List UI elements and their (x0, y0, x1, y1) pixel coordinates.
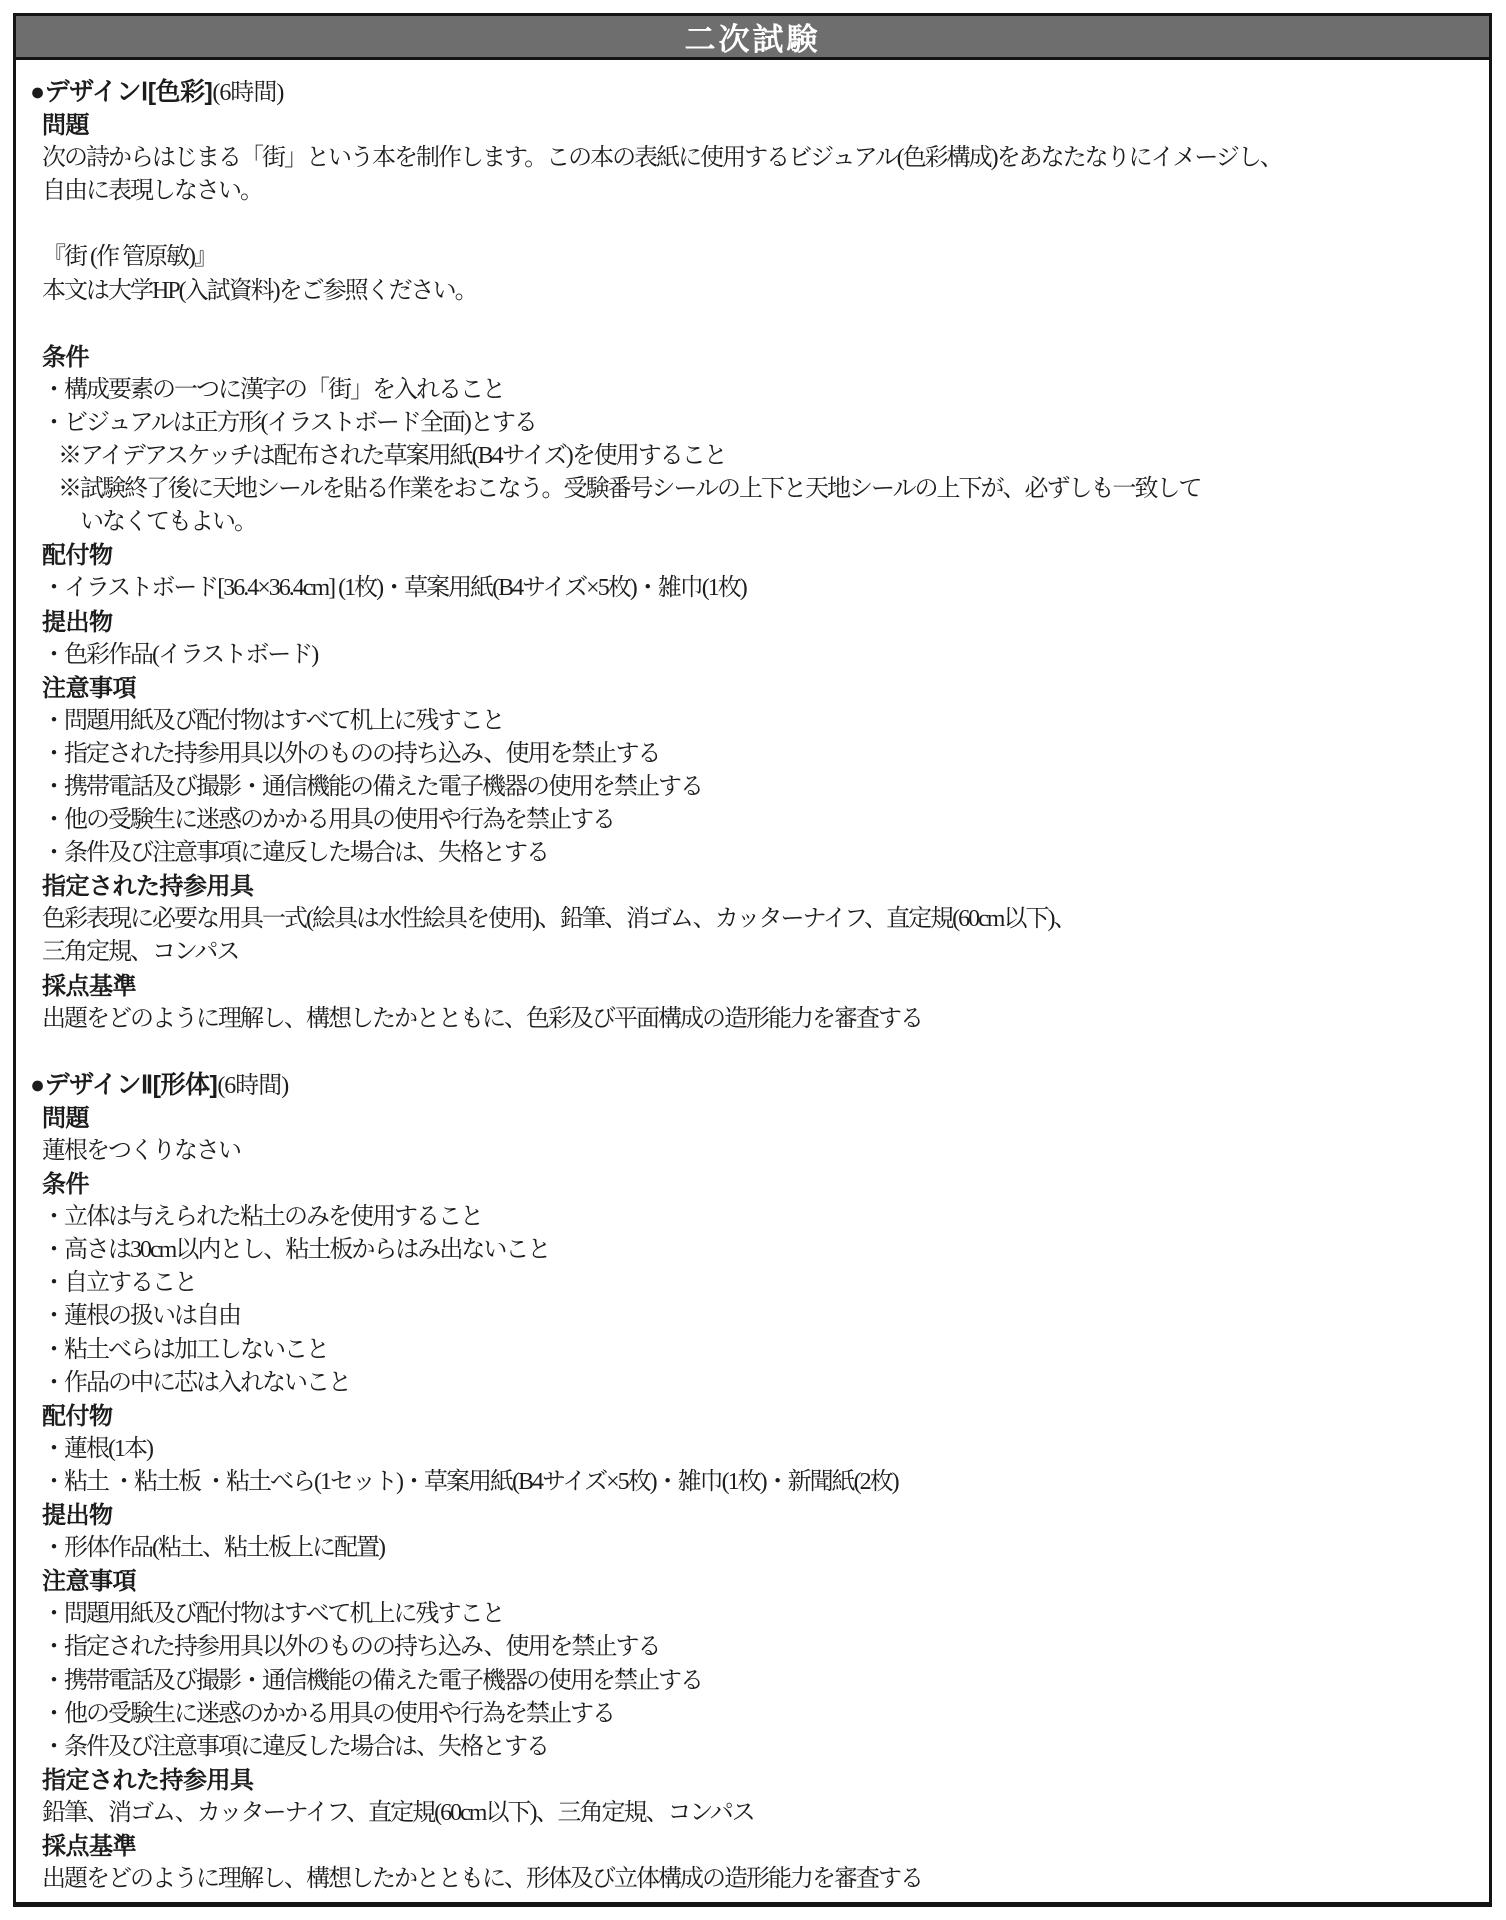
text-line: ・粘土べらは加工しないこと (42, 1336, 328, 1363)
text-line: 次の詩からはじまる「街」という本を制作します。この本の表紙に使用するビジュアル(色彩構成)をあなたなりにイメージし、 (42, 145, 1282, 172)
text-line: 三角定規、コンパス (42, 939, 239, 966)
text-line: ・粘土 ・粘土板 ・粘土べら(1セット)・草案用紙(B4サイズ×5枚)・雑巾(1枚)・新聞紙(2枚) (42, 1468, 898, 1495)
sub-heading: 条件 (42, 343, 89, 371)
text-line: ・イラストボード[36.4×36.4cm] (1枚)・草案用紙(B4サイズ×5枚)・雑巾(1枚) (42, 575, 746, 602)
note-line: ※試験終了後に天地シールを貼る作業をおこなう。受験番号シールの上下と天地シールの上下が、必ずしも一致して (58, 476, 1201, 503)
text-line: 『街 (作 管原敏)』 (42, 244, 216, 271)
section-heading (30, 76, 1479, 109)
text-line: 出題をどのように理解し、構想したかとともに、形体及び立体構成の造形能力を審査する (42, 1866, 922, 1893)
note-line: ※アイデアスケッチは配布された草案用紙(B4サイズ)を使用すること (58, 443, 726, 470)
section-heading (30, 1069, 1479, 1102)
text-line: ・問題用紙及び配付物はすべて机上に残すこと (42, 707, 504, 734)
sub-heading: 提出物 (42, 1502, 113, 1530)
text-line: ・携帯電話及び撮影・通信機能の備えた電子機器の使用を禁止する (42, 1667, 702, 1694)
document-header (16, 16, 1489, 60)
text-line: ・ビジュアルは正方形(イラストボード全面)とする (42, 409, 536, 436)
text-line: ・条件及び注意事項に違反した場合は、失格とする (42, 1733, 548, 1760)
text-line: ・指定された持参用具以外のものの持ち込み、使用を禁止する (42, 740, 660, 767)
text-line: 色彩表現に必要な用具一式(絵具は水性絵具を使用)、鉛筆、消ゴム、カッターナイフ、直定規(60cm以下)、 (42, 906, 1076, 933)
section-heading-duration: (6時間) (217, 1072, 289, 1099)
text-line: ・自立すること (42, 1270, 196, 1297)
section-heading-bold: ●デザインⅡ[形体] (30, 1070, 218, 1099)
section-heading-bold: ●デザインⅠ[色彩] (30, 78, 213, 106)
sub-heading: 指定された持参用具 (42, 873, 254, 901)
sub-heading: 配付物 (42, 542, 113, 570)
text-line: ・高さは30cm以内とし、粘土板からはみ出ないこと (42, 1237, 550, 1264)
text-line: ・他の受験生に迷惑のかかる用具の使用や行為を禁止する (42, 1700, 614, 1727)
text-line: ・条件及び注意事項に違反した場合は、失格とする (42, 840, 548, 867)
text-line: 出題をどのように理解し、構想したかとともに、色彩及び平面構成の造形能力を審査する (42, 1005, 922, 1032)
text-line: 自由に表現しなさい。 (42, 178, 262, 205)
text-line: 蓮根をつくりなさい (42, 1138, 240, 1164)
text-line: ・蓮根の扱いは自由 (42, 1303, 240, 1330)
text-line: ・色彩作品(イラストボード) (42, 641, 318, 668)
sub-heading: 採点基準 (42, 1832, 136, 1860)
sub-heading: 配付物 (42, 1402, 113, 1430)
document-body (16, 60, 1489, 1896)
text-line: ・指定された持参用具以外のものの持ち込み、使用を禁止する (42, 1634, 660, 1661)
sub-heading: 問題 (42, 1104, 89, 1132)
text-line: 鉛筆、消ゴム、カッターナイフ、直定規(60cm以下)、三角定規、コンパス (42, 1799, 754, 1826)
sub-heading: 問題 (42, 112, 89, 140)
text-line: ・構成要素の一つに漢字の「街」を入れること (42, 376, 504, 403)
sub-heading: 採点基準 (42, 972, 136, 1000)
document-title: 二次試験 (684, 22, 821, 57)
document-frame (13, 13, 1492, 1907)
blank-line (30, 1036, 1479, 1069)
continuation-line: いなくてもよい。 (80, 509, 256, 536)
section-heading-duration: (6時間) (212, 80, 284, 106)
sub-heading: 注意事項 (42, 674, 136, 702)
sub-heading: 指定された持参用具 (42, 1766, 254, 1794)
sub-heading: 条件 (42, 1171, 89, 1199)
text-line: ・立体は与えられた粘土のみを使用すること (42, 1204, 482, 1231)
blank-line (30, 208, 1479, 241)
sub-heading: 注意事項 (42, 1568, 136, 1596)
text-line: ・携帯電話及び撮影・通信機能の備えた電子機器の使用を禁止する (42, 773, 702, 800)
text-line: ・他の受験生に迷惑のかかる用具の使用や行為を禁止する (42, 807, 614, 834)
text-line: ・問題用紙及び配付物はすべて机上に残すこと (42, 1601, 504, 1628)
blank-line (30, 308, 1479, 341)
text-line: ・作品の中に芯は入れないこと (42, 1369, 350, 1396)
text-line: ・蓮根(1本) (42, 1435, 152, 1462)
text-line: ・形体作品(粘土、粘土板上に配置) (42, 1535, 384, 1562)
sub-heading: 提出物 (42, 608, 113, 636)
text-line: 本文は大学HP(入試資料)をご参照ください。 (42, 277, 477, 304)
